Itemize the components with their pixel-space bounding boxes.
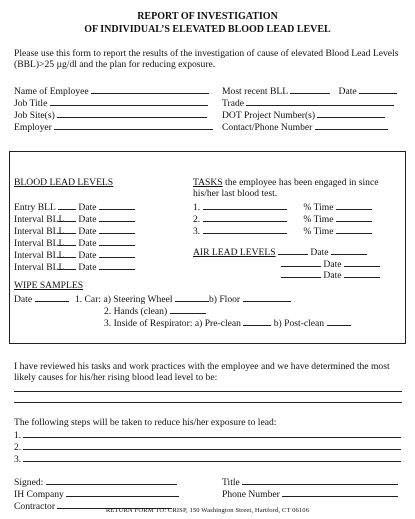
- steering-wheel-field[interactable]: [175, 292, 209, 302]
- cause-line[interactable]: [14, 402, 402, 403]
- blood-value-field[interactable]: [58, 260, 76, 270]
- hands-label: 2. Hands (clean): [104, 306, 168, 317]
- blood-date-field[interactable]: [99, 200, 135, 210]
- car-floor-label: b) Floor: [208, 294, 241, 305]
- air-date-field[interactable]: [331, 245, 367, 255]
- tasks-text: the employee has been engaged in since: [222, 177, 379, 188]
- blood-row-label: Interval BLL: [14, 238, 65, 249]
- recent-bll-label: Most recent BLL: [222, 86, 288, 97]
- pct-time-label: % Time: [303, 214, 334, 225]
- dot-label: DOT Project Number(s): [222, 110, 316, 121]
- blood-row-label: Interval BLL: [14, 214, 65, 225]
- blood-date-field[interactable]: [99, 248, 135, 258]
- task-number: 3.: [193, 226, 201, 237]
- tasks-line1: [193, 177, 378, 188]
- contact-label: Contact/Phone Number: [222, 122, 313, 133]
- blood-date-label: Date: [78, 262, 97, 273]
- dot-field[interactable]: [317, 108, 385, 118]
- respirator-postclean-label: b) Post-clean: [273, 318, 325, 329]
- step-number: 2.: [14, 442, 22, 453]
- task-number: 1.: [193, 202, 201, 213]
- pct-time-label: % Time: [303, 226, 334, 237]
- wipe-date-label: Date: [14, 294, 33, 305]
- blood-date-label: Date: [78, 226, 97, 237]
- air-value-field[interactable]: [281, 257, 321, 267]
- title-label: Title: [222, 477, 240, 488]
- signed-label: Signed:: [14, 477, 44, 488]
- pct-time-field[interactable]: [336, 200, 372, 210]
- form-title-line2: OF INDIVIDUAL’S ELEVATED BLOOD LEAD LEVEL: [84, 24, 331, 35]
- phone-label: Phone Number: [222, 489, 280, 500]
- step-number: 1.: [14, 430, 22, 441]
- wipe-date-field[interactable]: [35, 292, 69, 302]
- trade-field[interactable]: [246, 96, 394, 106]
- hands-field[interactable]: [170, 304, 206, 314]
- employee-name-field[interactable]: [91, 84, 209, 94]
- ih-company-label: IH Company: [14, 489, 64, 500]
- step-field[interactable]: [23, 452, 401, 462]
- ih-company-field[interactable]: [66, 487, 179, 497]
- blood-row-label: Interval BLL: [14, 250, 65, 261]
- blood-date-label: Date: [78, 202, 97, 213]
- air-value-field[interactable]: [278, 245, 308, 255]
- task-field[interactable]: [203, 200, 287, 210]
- contact-field[interactable]: [315, 120, 388, 130]
- phone-field[interactable]: [282, 487, 398, 497]
- return-address-footer: RETURN FORM TO: CRISP, 150 Washington Street, Hartford, CT 06106: [105, 507, 310, 514]
- blood-row: [14, 260, 135, 273]
- intro-text: Please use this form to report the results of the investigation of cause of elevated Blood Lead Levels (BBL)>25 µg/dl and the plan for reducing exposure.: [14, 48, 399, 71]
- task-row: [193, 224, 372, 237]
- blood-row-label: Entry BLL: [14, 202, 56, 213]
- blood-date-field[interactable]: [99, 260, 135, 270]
- step-number: 3.: [14, 454, 22, 465]
- air-lead-heading: AIR LEAD LEVELS: [193, 247, 276, 258]
- wipe-samples-heading: WIPE SAMPLES: [14, 280, 84, 291]
- wipe-row-respirator: [104, 316, 351, 329]
- job-sites-label: Job Site(s): [14, 110, 55, 121]
- tasks-heading: TASKS: [193, 177, 223, 188]
- car-steering-label: 1. Car: a) Steering Wheel: [74, 294, 173, 305]
- blood-value-field[interactable]: [58, 224, 76, 234]
- blood-date-field[interactable]: [99, 212, 135, 222]
- employer-label: Employer: [14, 122, 52, 133]
- steps-intro: The following steps will be taken to reduce his/her exposure to lead:: [14, 417, 277, 428]
- preclean-field[interactable]: [243, 316, 271, 326]
- contractor-label: Contractor: [14, 501, 56, 512]
- floor-field[interactable]: [243, 292, 291, 302]
- blood-date-field[interactable]: [99, 224, 135, 234]
- task-number: 2.: [193, 214, 201, 225]
- blood-date-label: Date: [78, 250, 97, 261]
- blood-row-label: Interval BLL: [14, 262, 65, 273]
- task-field[interactable]: [203, 212, 287, 222]
- signed-field[interactable]: [46, 475, 177, 485]
- job-title-label: Job Title: [14, 98, 48, 109]
- pct-time-field[interactable]: [336, 212, 372, 222]
- title-field[interactable]: [242, 475, 398, 485]
- pct-time-field[interactable]: [336, 224, 372, 234]
- air-value-field[interactable]: [281, 268, 321, 278]
- tasks-line2: his/her last blood test.: [193, 188, 278, 199]
- air-row: [281, 268, 380, 281]
- blood-value-field[interactable]: [58, 248, 76, 258]
- air-date-field[interactable]: [344, 257, 380, 267]
- blood-row-label: Interval BLL: [14, 226, 65, 237]
- employee-name-label: Name of Employee: [14, 86, 89, 97]
- bll-date-field[interactable]: [359, 84, 397, 94]
- cause-line[interactable]: [14, 391, 402, 392]
- blood-value-field[interactable]: [58, 200, 76, 210]
- task-field[interactable]: [203, 224, 287, 234]
- postclean-field[interactable]: [327, 316, 351, 326]
- blood-date-label: Date: [78, 238, 97, 249]
- respirator-preclean-label: 3. Inside of Respirator: a) Pre-clean: [104, 318, 241, 329]
- recent-bll-field[interactable]: [290, 84, 330, 94]
- job-title-field[interactable]: [50, 96, 208, 106]
- bll-date-label: Date: [338, 86, 357, 97]
- blood-value-field[interactable]: [58, 236, 76, 246]
- employer-row: [14, 120, 213, 133]
- air-date-label: Date: [323, 259, 342, 270]
- trade-label: Trade: [222, 98, 245, 109]
- blood-lead-heading: BLOOD LEAD LEVELS: [14, 177, 114, 188]
- form-title-line1: REPORT OF INVESTIGATION: [137, 11, 278, 22]
- air-date-label: Date: [310, 247, 329, 258]
- job-sites-field[interactable]: [57, 108, 207, 118]
- blood-date-label: Date: [78, 214, 97, 225]
- pct-time-label: % Time: [303, 202, 334, 213]
- air-date-field[interactable]: [344, 268, 380, 278]
- employer-field[interactable]: [54, 120, 213, 130]
- step-row: [14, 452, 401, 465]
- step-field[interactable]: [23, 428, 401, 438]
- review-statement: I have reviewed his tasks and work practices with the employee and we have determined the most likely causes for his/her rising blood lead level to be:: [14, 361, 390, 384]
- blood-value-field[interactable]: [58, 212, 76, 222]
- contact-row: [222, 120, 388, 133]
- step-field[interactable]: [23, 440, 401, 450]
- phone-row: [222, 487, 398, 500]
- air-date-label: Date: [323, 270, 342, 281]
- blood-date-field[interactable]: [99, 236, 135, 246]
